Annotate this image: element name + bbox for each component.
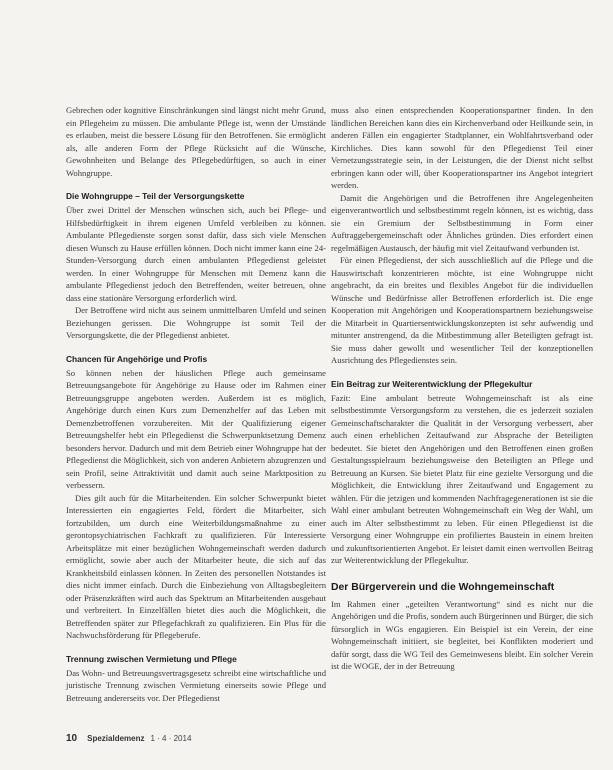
paragraph: Damit die Angehörigen und die Betroffenen ihre Angelegenheiten eigenverantwortlich und selbstbestimmt regeln können, ist es wichtig, dass sie ein Gremium der Selbstbestimmung in Form einer Auftraggebergemeinschaft oder Ähnliches gründen. Dies erfordert einen regelmäßigen Austausch, der häufig mit viel Zeitaufwand verbunden ist. <box>331 192 593 253</box>
paragraph: Dies gilt auch für die Mitarbeitenden. Ein solcher Schwerpunkt bietet Interessierten ein engagiertes Feld, fördert die Mitarbeiter, sich fortzubilden, um durch eine Weiterbildungsmaßnahme zu einer gerontopsychiatrischen Fachkraft zu qualifizieren. Für Interessierte Arbeitsplätze mit einer bezüglichen Wohngemeinschaft werden dadurch ermöglicht, sowie aber auch der Mitarbeiter heute, die sich auf das Krankheitsbild einlassen können. In Zeiten des personellen Notstandes ist dies nicht immer einfach. Durch die Einbeziehung von Alltagsbegleitern oder Präsenzkräften wird auch das Spektrum an Mitarbeitenden ausgebaut und verbreitert. In Einzelfällen bietet dies auch die Möglichkeit, die Betreffenden später zur Pflegefachkraft zu qualifizieren. Ein Plus für die Nachwuchsförderung für Pflegeberufe. <box>66 492 326 640</box>
paragraph: Im Rahmen einer „geteilten Verantwortung“ sind es nicht nur die Angehörigen und die Profis, sondern auch Bürgerinnen und Bürger, die sich fürsorglich in WGs engagieren. Ein Beispiel ist ein Verein, der eine Wohngemeinschaft initiiert, sie begleitet, bei Konflikten moderiert und dafür sorgt, dass die WG Teil des Gemeinwesens bleibt. Ein solcher Verein ist die WOGE, der in der Betreuung <box>331 598 593 671</box>
paragraph: So können neben der häuslichen Pflege auch gemeinsame Betreuungsangebote für Angehörige zu Hause oder im Rahmen einer Betreuungsgruppe angeboten werden. Außerdem ist es möglich, Angehörige durch einen Kurs zum Demenzhelfer auf das Leben mit Demenzbetroffenen vorzubereiten. Mit der Qualifizierung eigener Betreuungshelfer hebt ein Pflegedienst die Schwerpunktsetzung Demenz besonders hervor. Dadurch und mit dem Betrieb einer Wohngruppe hat der Pflegedienst die Möglichkeit, sich von anderen Anbietern abzugrenzen und sein Profil, seine Attraktivität und damit auch seine Marktposition zu verbessern. <box>66 367 326 490</box>
right-column <box>331 104 593 673</box>
paragraph: Der Betroffene wird nicht aus seinem unmittelbaren Umfeld und seinen Beziehungen gerissen. Die Wohngruppe ist somit Teil der Versorgungskette, die der Pflegedienst anbietet. <box>66 305 326 340</box>
left-column <box>66 104 326 704</box>
paragraph: Über zwei Drittel der Menschen wünschen sich, auch bei Pflege- und Hilfsbedürftigkeit in ihrem eigenen Umfeld verbleiben zu können. Ambulante Pflegedienste sorgen sonst dafür, dass sich viele Menschen diesen Wunsch zu Hause erfüllen können. Doch nicht immer kann eine 24-Stunden-Versorgung durch einen ambulanten Pflegedienst geleistet werden. In einer Wohngruppe für Menschen mit Demenz kann die ambulante Pflegedienst jedoch den Betreffenden, weiter betreuen, ohne dass eine stationäre Versorgung erforderlich wird. <box>66 205 326 303</box>
section-heading: Die Wohngruppe – Teil der Versorgungskette <box>66 191 245 201</box>
paragraph: Für einen Pflegedienst, der sich ausschließlich auf die Pflege und die Hauswirtschaft konzentrieren möchte, ist eine Wohngruppe nicht angebracht, da ein breites und flexibles Angebot für die individuellen Wünsche und Bedürfnisse aller Betroffenen erforderlich ist. Die enge Kooperation mit Angehörigen und Kooperationspartnern beziehungsweise die Mitarbeit in Quartiersentwicklungskonzepten ist sehr aufwendig und mitunter anstrengend, da die Mitbestimmung aller Beteiligten gefragt ist. Sie muss daher gewollt und wesentlicher Teil der konzeptionellen Ausrichtung des Pflegedienstes sein. <box>331 255 593 365</box>
section-heading: Ein Beitrag zur Weiterentwicklung der Pflegekultur <box>331 378 533 389</box>
paragraph: Gebrechen oder kognitive Einschränkungen sind längst nicht mehr Grund, ein Pflegeheim zu müssen. Die ambulante Pflege ist, wenn der Umstände es erlauben, meist die bessere Lösung für den Betroffenen. Sie ermöglicht als, alle anderen Form der Pflege Rücksicht auf die Wünsche, Gewohnheiten und Belange des Pflegebedürftigen, so auch in einer Wohngruppe. <box>66 105 326 178</box>
paragraph: muss also einen entsprechenden Kooperationspartner finden. In den ländlichen Bereichen kann dies ein Kirchenverband oder Heilkunde sein, in anderen Fällen ein engagierter Stadtplanner, ein Wohlfahrtsverband oder Kirchliches. Dies kann sowohl für den Pflegedienst Teil einer Vernetzungsstrategie sein, in der Leistungen, die der Dienst nicht selbst erbringen kann oder will, über Kooperationspartner ins Angebot integriert werden. <box>331 105 593 190</box>
paragraph: Fazit: Eine ambulant betreute Wohngemeinschaft ist als eine selbstbestimmte Versorgungsform zu verstehen, die es jederzeit sozialen Gemeinschaftscharakter die Qualität in der Versorgung verbessert, aber auch einen erheblichen Zeitaufwand zur Absprache der Beteiligten bedeutet. Sie bietet den Angehörigen und den Betroffenen einen großen Gestaltungsspielraum beziehungsweise den Beteiligten an Pflege und Betreuung an Kursen. Sie bietet Platz für eine gezielte Versorgung und die Möglichkeit, die Entwicklung ihrer Zeitaufwand und Engagement zu wählen. Für die jetzigen und kommenden Nachfragegenerationen ist sie die Wahl einer ambulant betreuten Wohngemeinschaft ein Weg der Wahl, um auch im Alter selbstbestimmt zu leben. Für einen Pflegedienst ist die Versorgung einer Wohngruppe ein profiliertes Baustein in einem breiten und zukunftsorientierten Angebot. Er leistet damit einen wertvollen Beitrag zur Weiterentwicklung der Pflegekultur. <box>331 392 593 565</box>
section-heading: Chancen für Angehörige und Profis <box>66 353 208 364</box>
page-footer <box>66 730 593 746</box>
journal-name: Spezialdemenz <box>87 733 145 743</box>
subsection-heading: Der Bürgerverein und die Wohngemeinschaft <box>331 581 555 593</box>
paragraph: Das Wohn- und Betreuungsvertragsgesetz schreibt eine wirtschaftliche und juristische Trennung zwischen Vermietung einerseits sowie Pflege und Betreuung andererseits vor. Der Pflegedienst <box>66 667 326 703</box>
issue-label: 1 · 4 · 2014 <box>150 733 192 743</box>
section-heading: Trennung zwischen Vermietung und Pflege <box>66 653 237 664</box>
page-number: 10 <box>66 732 78 744</box>
